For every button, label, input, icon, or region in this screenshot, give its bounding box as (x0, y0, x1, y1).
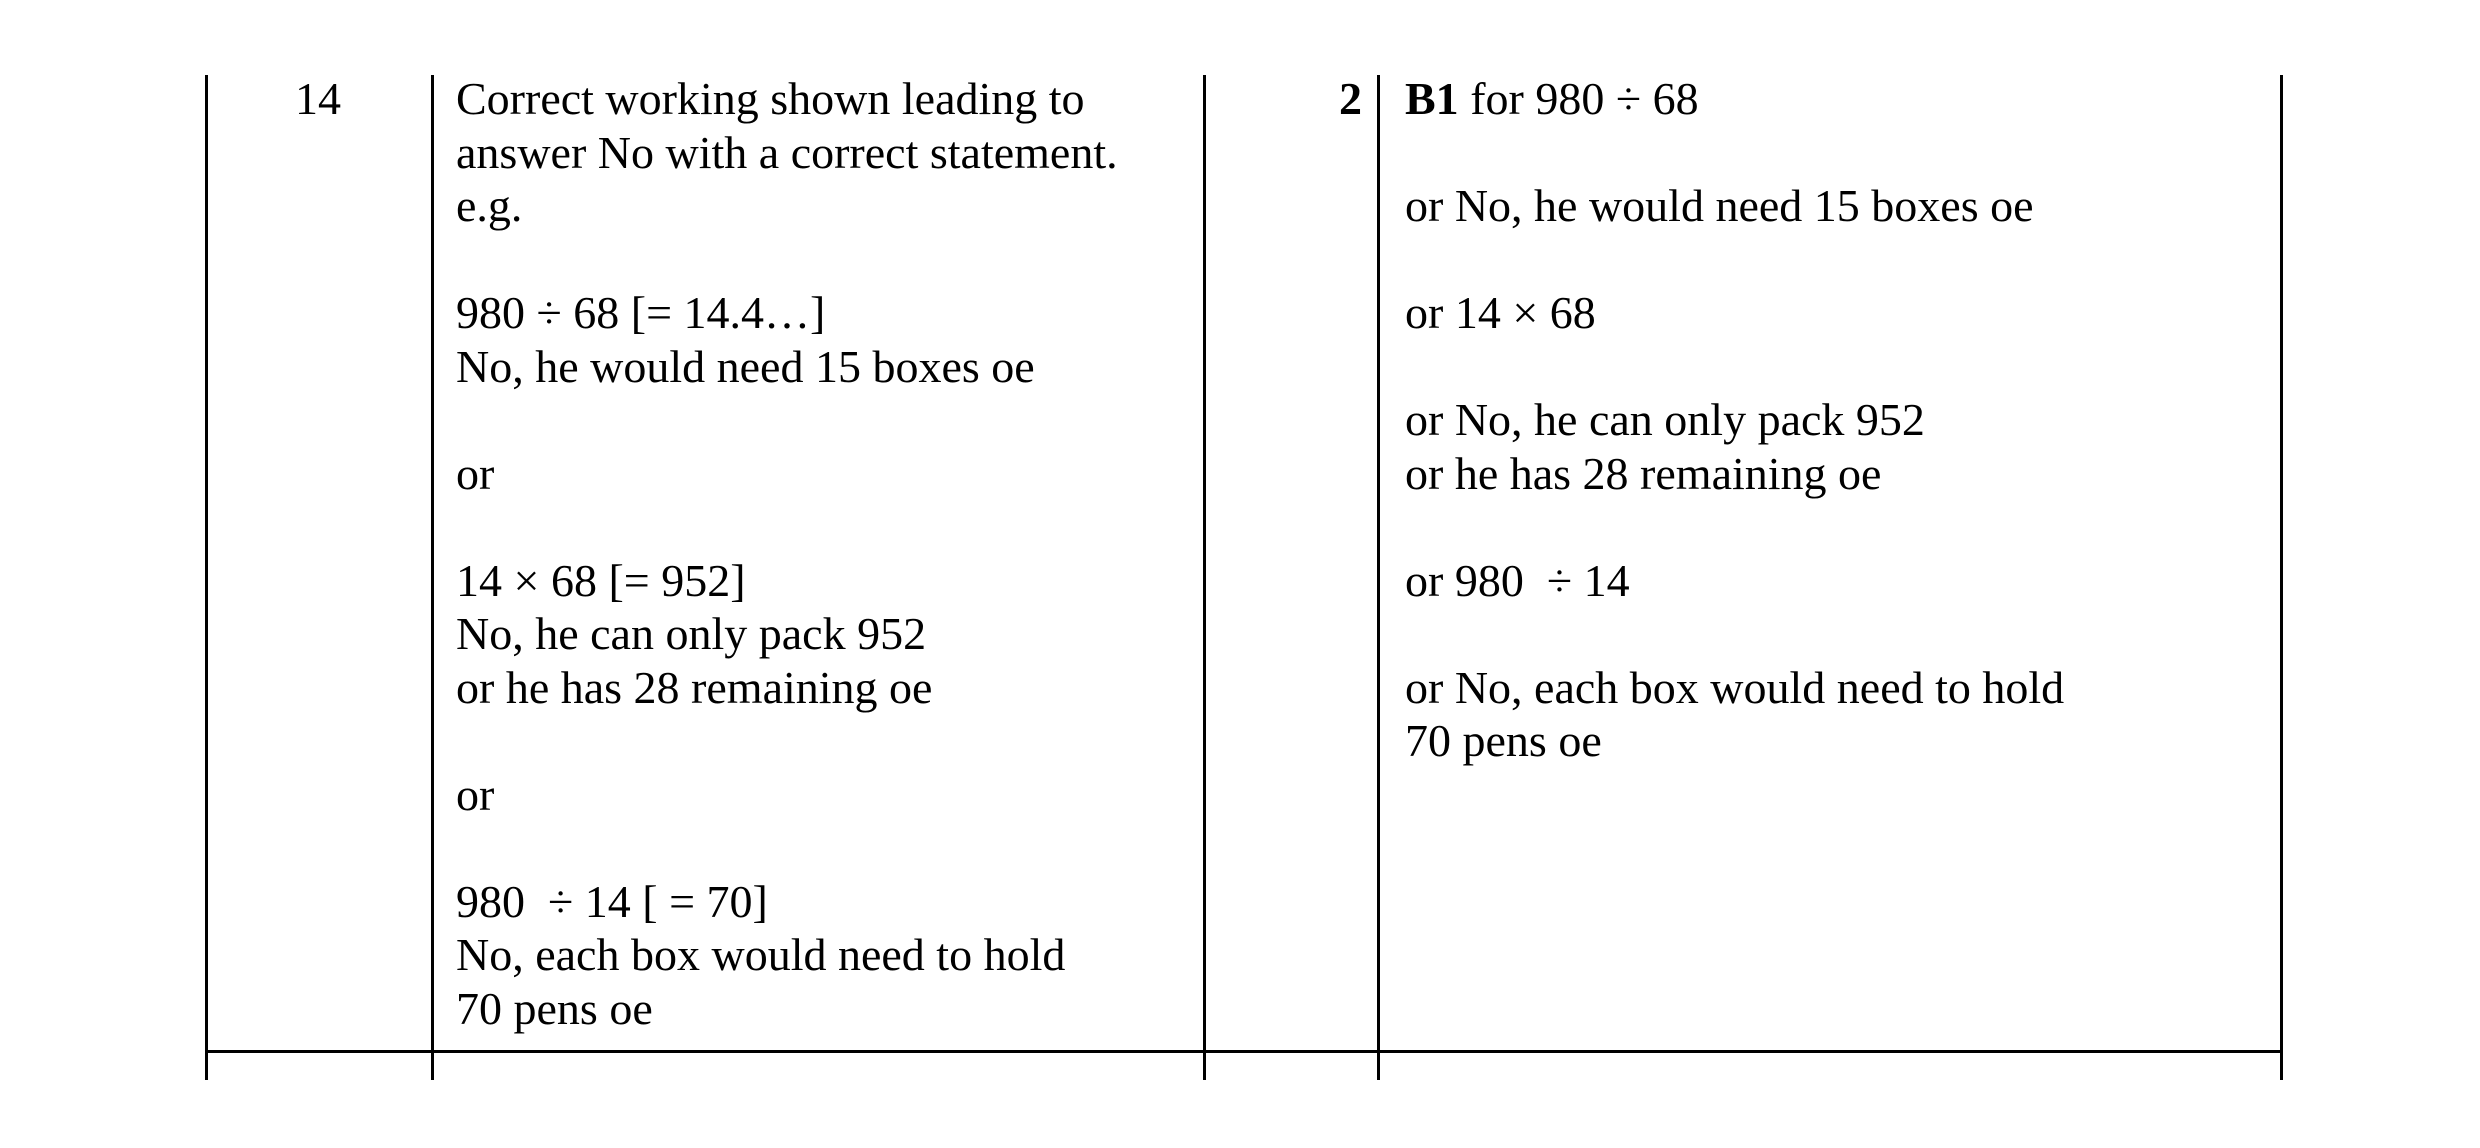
guidance-line: or No, he can only pack 952 (1405, 394, 1925, 445)
question-number (295, 72, 355, 126)
answer-line (456, 233, 1186, 287)
b1-text: for 980 ÷ 68 (1458, 73, 1699, 124)
answer-line: or he has 28 remaining oe (456, 661, 933, 713)
guidance-line (1405, 233, 2265, 287)
guidance-line: or No, he would need 15 boxes oe (1405, 180, 2034, 231)
question-number-text: 14 (295, 73, 341, 124)
guidance-first-line (1405, 72, 2265, 126)
guidance-cell (1405, 72, 2265, 768)
total-marks: 2 (1339, 73, 1362, 124)
guidance-line (1405, 607, 2265, 661)
answer-line: 14 × 68 [= 952] (456, 554, 746, 606)
answer-cell (456, 72, 1186, 1035)
answer-line (456, 393, 1186, 447)
row-bottom-border (205, 1050, 2283, 1053)
answer-line: 70 pens oe (456, 982, 653, 1034)
answer-line (456, 821, 1186, 875)
answer-line: answer No with a correct statement. (456, 126, 1118, 178)
answer-line (456, 500, 1186, 554)
table-border-left (205, 75, 208, 1080)
column-divider-question (431, 75, 434, 1080)
guidance-line: or 14 × 68 (1405, 287, 1596, 338)
answer-line (456, 714, 1186, 768)
guidance-line (1405, 500, 2265, 554)
answer-line: Correct working shown leading to (456, 73, 1085, 124)
guidance-line (1405, 126, 2265, 180)
guidance-line: or 980 ÷ 14 (1405, 554, 1630, 606)
guidance-line (1405, 340, 2265, 394)
answer-line: No, each box would need to hold (456, 929, 1066, 980)
b1-label: B1 (1405, 73, 1459, 124)
answer-line: 980 ÷ 14 [ = 70] (456, 875, 768, 927)
column-divider-answer (1203, 75, 1206, 1080)
guidance-line: or No, each box would need to hold (1405, 661, 2065, 713)
column-divider-mark (1377, 75, 1380, 1080)
guidance-line: or he has 28 remaining oe (1405, 447, 1882, 499)
answer-line: No, he would need 15 boxes oe (456, 340, 1035, 392)
guidance-line: 70 pens oe (1405, 715, 1602, 766)
answer-line: 980 ÷ 68 [= 14.4…] (456, 287, 826, 338)
answer-line: No, he can only pack 952 (456, 608, 927, 659)
answer-line: or (456, 768, 495, 820)
mark-cell (1300, 72, 1362, 126)
table-border-right (2280, 75, 2283, 1080)
answer-line: e.g. (456, 180, 523, 231)
answer-line: or (456, 447, 495, 499)
